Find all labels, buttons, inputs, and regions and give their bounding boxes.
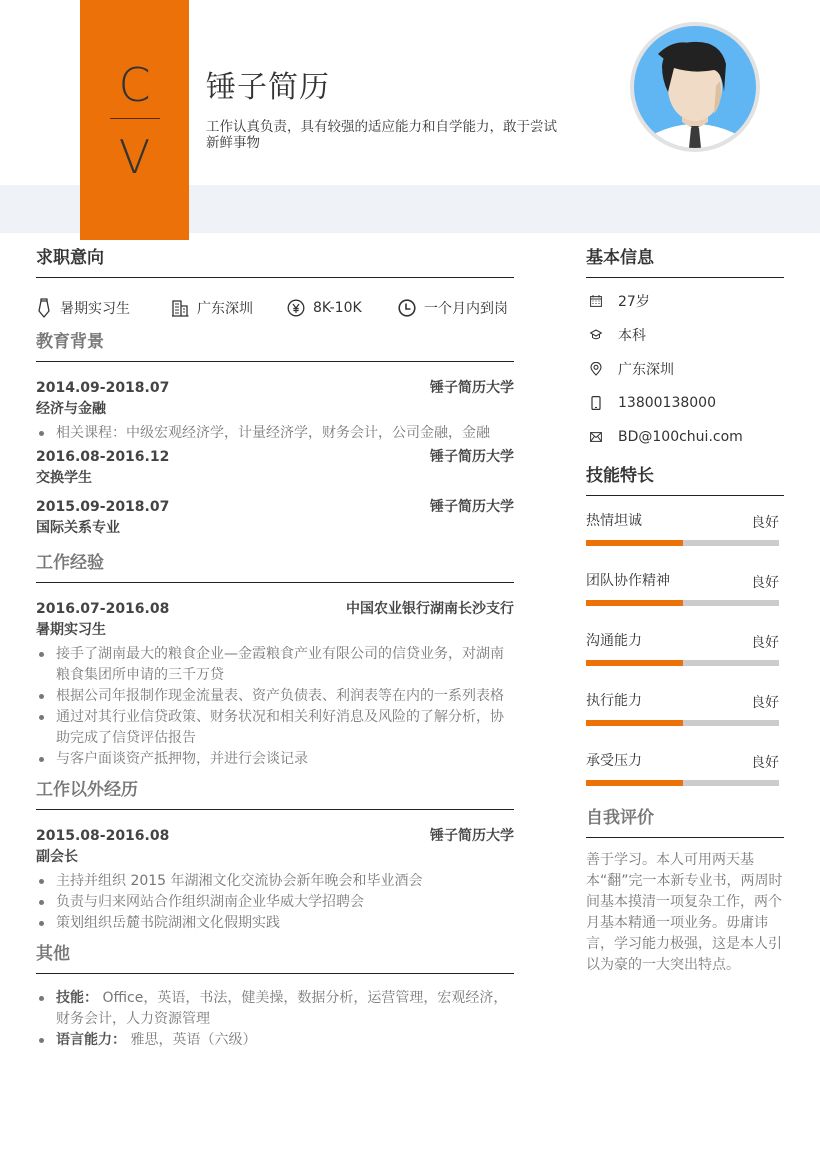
skill-level: 良好 <box>751 755 779 771</box>
skill-level: 良好 <box>751 515 779 531</box>
intent-salary <box>287 299 398 317</box>
intent-availability <box>398 298 508 318</box>
info-location <box>586 352 784 386</box>
skill-bar-fill <box>586 600 683 606</box>
skill-item <box>586 556 784 616</box>
intent-availability-text: 一个月内到岗 <box>424 301 508 317</box>
entry-org: 锤子简历大学 <box>430 449 514 465</box>
skill-level: 良好 <box>751 695 779 711</box>
section-title-extra: 工作以外经历 <box>36 772 514 810</box>
skills-section <box>586 458 784 796</box>
cv-monogram-block <box>80 0 189 240</box>
entry-role: 副会长 <box>36 849 78 865</box>
entry-role: 经济与金融 <box>36 401 106 417</box>
entry-org: 锤子简历大学 <box>430 380 514 396</box>
cv-letter-c: C <box>118 58 151 112</box>
info-location-text: 广东深圳 <box>618 362 674 378</box>
bullet-item: 接手了湖南最大的粮食企业—金霞粮食产业有限公司的信贷业务，对湖南粮食集团所申请的三千万贷 <box>36 644 514 686</box>
skill-name: 热情坦诚 <box>586 513 642 529</box>
entry-header <box>36 378 514 398</box>
skill-item <box>586 676 784 736</box>
extra-entry <box>36 826 514 934</box>
clock-icon <box>398 299 416 317</box>
avatar-illustration-icon <box>634 26 756 148</box>
self-eval-text: 善于学习。本人可用两天基本“翻”完一本新专业书，两周时间基本摸清一项复杂工作，两个月基本精通一项业务。毋庸讳言，学习能力极强，这是本人引以为豪的一大突出特点。 <box>586 852 783 973</box>
section-title-self-eval: 自我评价 <box>586 800 784 838</box>
skill-bar-fill <box>586 720 683 726</box>
intent-position <box>36 298 172 318</box>
entry-date: 2016.07-2016.08 <box>36 601 170 617</box>
info-degree <box>586 318 784 352</box>
skill-bar <box>586 600 779 606</box>
other-bullets <box>36 988 514 1051</box>
skill-item <box>586 616 784 676</box>
info-age <box>586 284 784 318</box>
resume-name: 锤子简历 <box>206 70 330 105</box>
entry-role: 交换学生 <box>36 470 92 486</box>
section-title-work: 工作经验 <box>36 545 514 583</box>
skill-level: 良好 <box>751 635 779 651</box>
entry-header <box>36 497 514 517</box>
section-title-basic-info: 基本信息 <box>586 240 784 278</box>
skill-name: 沟通能力 <box>586 633 642 649</box>
info-phone <box>586 386 784 420</box>
entry-org: 锤子简历大学 <box>430 499 514 515</box>
extra-experience-section <box>36 772 514 934</box>
bullet-item: 根据公司年报制作现金流量表、资产负债表、利润表等在内的一系列表格 <box>36 686 514 707</box>
intent-city <box>172 298 287 318</box>
skill-bar <box>586 540 779 546</box>
education-entry <box>36 378 514 444</box>
building-icon <box>172 299 189 317</box>
phone-icon <box>590 396 602 410</box>
skill-bar <box>586 720 779 726</box>
entry-org: 锤子简历大学 <box>430 828 514 844</box>
skill-level: 良好 <box>751 575 779 591</box>
bullet-label: 语言能力： <box>56 1032 126 1048</box>
tie-icon <box>36 298 52 318</box>
skill-name: 团队协作精神 <box>586 573 670 589</box>
entry-header <box>36 826 514 846</box>
intent-position-text: 暑期实习生 <box>60 301 130 317</box>
cv-divider <box>110 118 160 119</box>
bullet-text: Office，英语，书法，健美操，数据分析，运营管理，宏观经济，财务会计，人力资源管理 <box>56 990 508 1027</box>
entry-date: 2015.09-2018.07 <box>36 499 170 515</box>
education-section <box>36 324 514 539</box>
bullet-item: 主持并组织 2015 年湖湘文化交流协会新年晚会和毕业酒会 <box>36 871 514 892</box>
bullet-text: 雅思，英语（六级） <box>130 1032 257 1048</box>
skill-bar <box>586 780 779 786</box>
bullet-item: 通过对其行业信贷政策、财务状况和相关利好消息及风险的了解分析，协助完成了信贷评估报告 <box>36 707 514 749</box>
calendar-icon <box>590 295 602 307</box>
right-column <box>586 240 784 976</box>
yen-icon <box>287 299 305 317</box>
bullet-item: 策划组织岳麓书院湖湘文化假期实践 <box>36 913 514 934</box>
bullet-item: 与客户面谈资产抵押物，并进行会谈记录 <box>36 749 514 770</box>
entry-date: 2016.08-2016.12 <box>36 449 170 465</box>
other-section <box>36 936 514 1051</box>
entry-role: 国际关系专业 <box>36 520 120 536</box>
education-entry <box>36 497 514 539</box>
skill-bar-fill <box>586 780 683 786</box>
entry-org: 中国农业银行湖南长沙支行 <box>346 601 514 617</box>
basic-info-section <box>586 240 784 454</box>
location-pin-icon <box>590 362 602 376</box>
info-age-text: 27岁 <box>618 294 650 310</box>
bullet-item: 负责与归来网站合作组织湖南企业华威大学招聘会 <box>36 892 514 913</box>
education-entry <box>36 447 514 489</box>
avatar <box>630 22 760 152</box>
info-phone-text: 13800138000 <box>618 395 716 411</box>
info-email <box>586 420 784 454</box>
entry-role: 暑期实习生 <box>36 622 106 638</box>
work-entry <box>36 599 514 770</box>
entry-header <box>36 599 514 619</box>
entry-header <box>36 447 514 467</box>
section-title-education: 教育背景 <box>36 324 514 362</box>
skill-item <box>586 496 784 556</box>
section-title-skills: 技能特长 <box>586 458 784 496</box>
basic-info-list <box>586 278 784 454</box>
work-section <box>36 545 514 770</box>
left-column <box>36 240 514 1051</box>
bullet-label: 技能： <box>56 990 98 1006</box>
skill-bar <box>586 660 779 666</box>
entry-bullets <box>36 871 514 934</box>
section-title-job-intent: 求职意向 <box>36 240 514 278</box>
skill-name: 承受压力 <box>586 753 642 769</box>
graduation-cap-icon <box>590 329 602 341</box>
skill-name: 执行能力 <box>586 693 642 709</box>
entry-date: 2014.09-2018.07 <box>36 380 170 396</box>
entry-date: 2015.08-2016.08 <box>36 828 170 844</box>
entry-bullets <box>36 644 514 770</box>
job-intent-section <box>36 240 514 336</box>
bullet-item: 相关课程：中级宏观经济学，计量经济学，财务会计，公司金融，金融 <box>36 423 514 444</box>
mail-icon <box>590 432 602 442</box>
intent-city-text: 广东深圳 <box>197 301 253 317</box>
skill-bar-fill <box>586 540 683 546</box>
intent-salary-text: 8K-10K <box>313 300 362 316</box>
self-eval-section <box>586 800 784 976</box>
entry-bullets <box>36 423 514 444</box>
resume-tagline: 工作认真负责，具有较强的适应能力和自学能力，敢于尝试新鲜事物 <box>206 119 557 151</box>
skill-bar-fill <box>586 660 683 666</box>
cv-letter-v: V <box>118 130 151 184</box>
info-degree-text: 本科 <box>618 328 646 344</box>
bullet-item-languages <box>36 1030 514 1051</box>
info-email-text: BD@100chui.com <box>618 429 743 445</box>
section-title-other: 其他 <box>36 936 514 974</box>
bullet-item-skills <box>36 988 514 1030</box>
skill-item <box>586 736 784 796</box>
